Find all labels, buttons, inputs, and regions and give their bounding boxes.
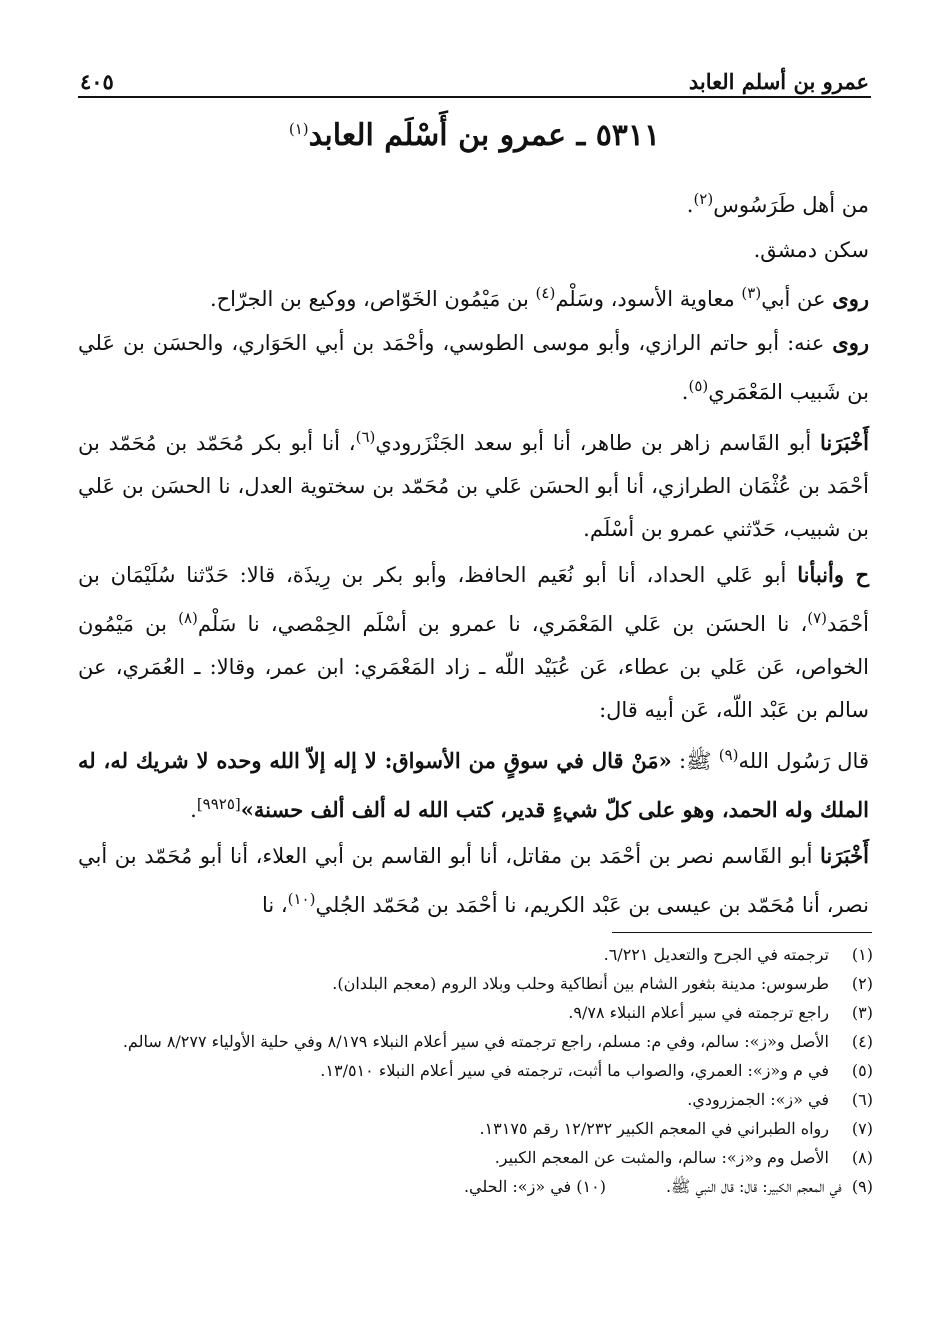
footnote-text: رواه الطبراني في المعجم الكبير ١٢/٢٣٢ رقم ١٣١٧٥. <box>479 1119 829 1138</box>
footnote-text: في «ز»: الحلي. <box>463 1177 572 1196</box>
footnote-number: (١) <box>851 945 873 964</box>
text-segment: ، نا الحسَن بن عَلي المَعْمَري، نا عمرو بن أسْلَم الحِمْصي، نا سَلْم <box>197 612 808 636</box>
footnote-ref: (٣) <box>741 284 762 302</box>
footnote-ref: (٨) <box>178 609 198 627</box>
footnote <box>78 1085 873 1114</box>
footnote <box>78 998 873 1027</box>
text-segment: معاوية الأسود، وسَلْم <box>555 287 742 311</box>
footnote-ref: (٧) <box>807 609 828 627</box>
footnote-ref: (٢) <box>693 190 714 208</box>
footnote <box>78 1027 873 1056</box>
footnote-ref: (٤) <box>535 284 556 302</box>
footnote-pair <box>78 1172 873 1201</box>
punctuation: . <box>681 380 689 404</box>
text-segment: ﷺ: <box>671 749 719 773</box>
keyword: ح وأنبأنا <box>797 562 869 587</box>
paragraph-residence <box>78 229 869 272</box>
text-segment: أبو القَاسم زاهر بن طاهر، أنا أبو سعد الجَنْزَرودي <box>375 431 821 455</box>
text-segment: أبو القَاسم نصر بن أحْمَد بن مقاتل، أنا أبو القاسم بن أبي العلاء، أنا أبو مُحَمّد بن أبي نصر، أنا مُحَمّد بن عيسى بن عَبْد الكريم، نا أحْمَد بن مُحَمّد الجُلي <box>78 844 869 917</box>
footnote-ref: (٥) <box>688 377 709 395</box>
footnote-text: الأصل و«ز»: سالم، وفي م: مسلم، راجع ترجمته في سير أعلام النبلاء ٨/١٧٩ وفي حلية الأولياء ٨/٢٧٧ سالم. <box>122 1032 829 1051</box>
footnote-number: (١٠) <box>576 1177 606 1196</box>
footnote-rule <box>612 932 872 933</box>
keyword: روى <box>832 330 869 355</box>
footnote-number: (٤) <box>851 1032 873 1051</box>
footnote-number: (٦) <box>851 1090 873 1109</box>
keyword: أَخْبَرَنا <box>820 430 869 455</box>
text-segment: بن مَيْمُون الخواص، عَن عَلي بن عطاء، عَن عُبَيْد اللّه ـ زاد المَعْمَري: ابن عمر، وقالا: ـ العُمَري، عن سالم بن عَبْد اللّه، عَن أبيه قال: <box>78 612 869 722</box>
entry-body <box>78 178 869 927</box>
text-segment: بن مَيْمُون الخَوّاص، ووكيع بن الجرّاح. <box>209 287 536 311</box>
punctuation: . <box>190 798 197 822</box>
text-segment: عن أبي <box>761 287 833 311</box>
entry-title <box>80 118 869 153</box>
footnote <box>78 1143 873 1172</box>
text-segment: ، نا <box>261 893 288 917</box>
footnotes <box>78 940 873 1201</box>
page-number: ٤٠٥ <box>80 69 114 94</box>
footnote-number: (٩) <box>851 1177 873 1196</box>
footnote <box>78 940 873 969</box>
paragraph-isnad-3 <box>78 834 869 927</box>
paragraph-narrated-from <box>78 272 869 321</box>
footnote-number: (٧) <box>851 1119 873 1138</box>
origin-text: من أهل طَرَسُوس <box>713 193 869 217</box>
page-header <box>80 58 869 94</box>
residence-text: سكن دمشق. <box>753 238 869 262</box>
paragraph-narrated-by <box>78 321 869 414</box>
footnote-text: طرسوس: مدينة بثغور الشام بين أنطاكية وحلب وبلاد الروم (معجم البلدان). <box>332 974 829 993</box>
text-segment: أبو عَلي الحداد، أنا أبو نُعَيم الحافظ، وأبو بكر بن رِيذَة، قالا: حَدّثنا سُلَيْمَان بن أحْمَد <box>78 563 869 636</box>
footnote <box>464 1172 606 1201</box>
footnote-number: (٥) <box>851 1061 873 1080</box>
footnote-text: راجع ترجمته في سير أعلام النبلاء ٩/٧٨. <box>568 1003 829 1022</box>
footnote-ref: (٩) <box>718 746 739 764</box>
entry-title-text: ٥٣١١ ـ عمرو بن أَسْلَم العابد <box>308 118 661 153</box>
footnote <box>666 1172 873 1201</box>
paragraph-hadith <box>78 734 869 832</box>
footnote-number: (٣) <box>851 1003 873 1022</box>
footnote-text: ترجمته في الجرح والتعديل ٦/٢٢١. <box>603 945 829 964</box>
footnote-text: في «ز»: الجمزرودي. <box>687 1090 829 1109</box>
paragraph-isnad-2 <box>78 553 869 732</box>
footnote-ref: (٦) <box>355 428 376 446</box>
footnote-ref: (١) <box>288 120 309 138</box>
footnote-text: في المعجم الكبير: قال: قال النبي ﷺ. <box>665 1177 842 1196</box>
footnote <box>78 969 873 998</box>
text-segment: قال رَسُول الله <box>738 749 869 773</box>
footnote-number: (٢) <box>851 974 873 993</box>
punctuation: . <box>686 193 694 217</box>
footnote-number: (٨) <box>851 1148 873 1167</box>
keyword: روى <box>832 286 869 311</box>
keyword: أَخْبَرَنا <box>820 843 869 868</box>
footnote-ref: (١٠) <box>287 890 316 908</box>
text-segment: عنه: أبو حاتم الرازي، وأبو موسى الطوسي، وأحْمَد بن أبي الحَوَاري، والحسَن بن عَلي بن شَبيب المَعْمَري <box>78 331 869 404</box>
text-segment: ، أنا أبو بكر مُحَمّد بن مُحَمّد بن أحْمَد بن عُثْمَان الطرازي، أنا أبو الحسَن عَلي بن مُحَمّد بن سختوية العدل، نا الحسَن بن عَلي بن شبيب، حَدّثني عمرو بن أسْلَم. <box>78 431 869 541</box>
footnote-text: في م و«ز»: العمري، والصواب ما أثبت، ترجمته في سير أعلام النبلاء ١٣/٥١٠. <box>320 1061 829 1080</box>
paragraph-isnad-1 <box>78 416 869 551</box>
hadith-number: [٩٩٢٥] <box>196 795 241 813</box>
header-rule <box>78 96 871 98</box>
footnote-text: الأصل وم و«ز»: سالم، والمثبت عن المعجم الكبير. <box>494 1148 829 1167</box>
paragraph-origin <box>78 178 869 227</box>
running-head: عمرو بن أسلم العابد <box>688 69 869 94</box>
hadith-text: «مَنْ قال في سوقٍ من الأسواق: لا إله إلاّ الله وحده لا شريك له، له الملك وله الحمد، وهو على كلّ شيءٍ قدير، كتب الله له ألف ألف حسنة» <box>78 748 869 822</box>
footnote <box>78 1056 873 1085</box>
footnote <box>78 1114 873 1143</box>
